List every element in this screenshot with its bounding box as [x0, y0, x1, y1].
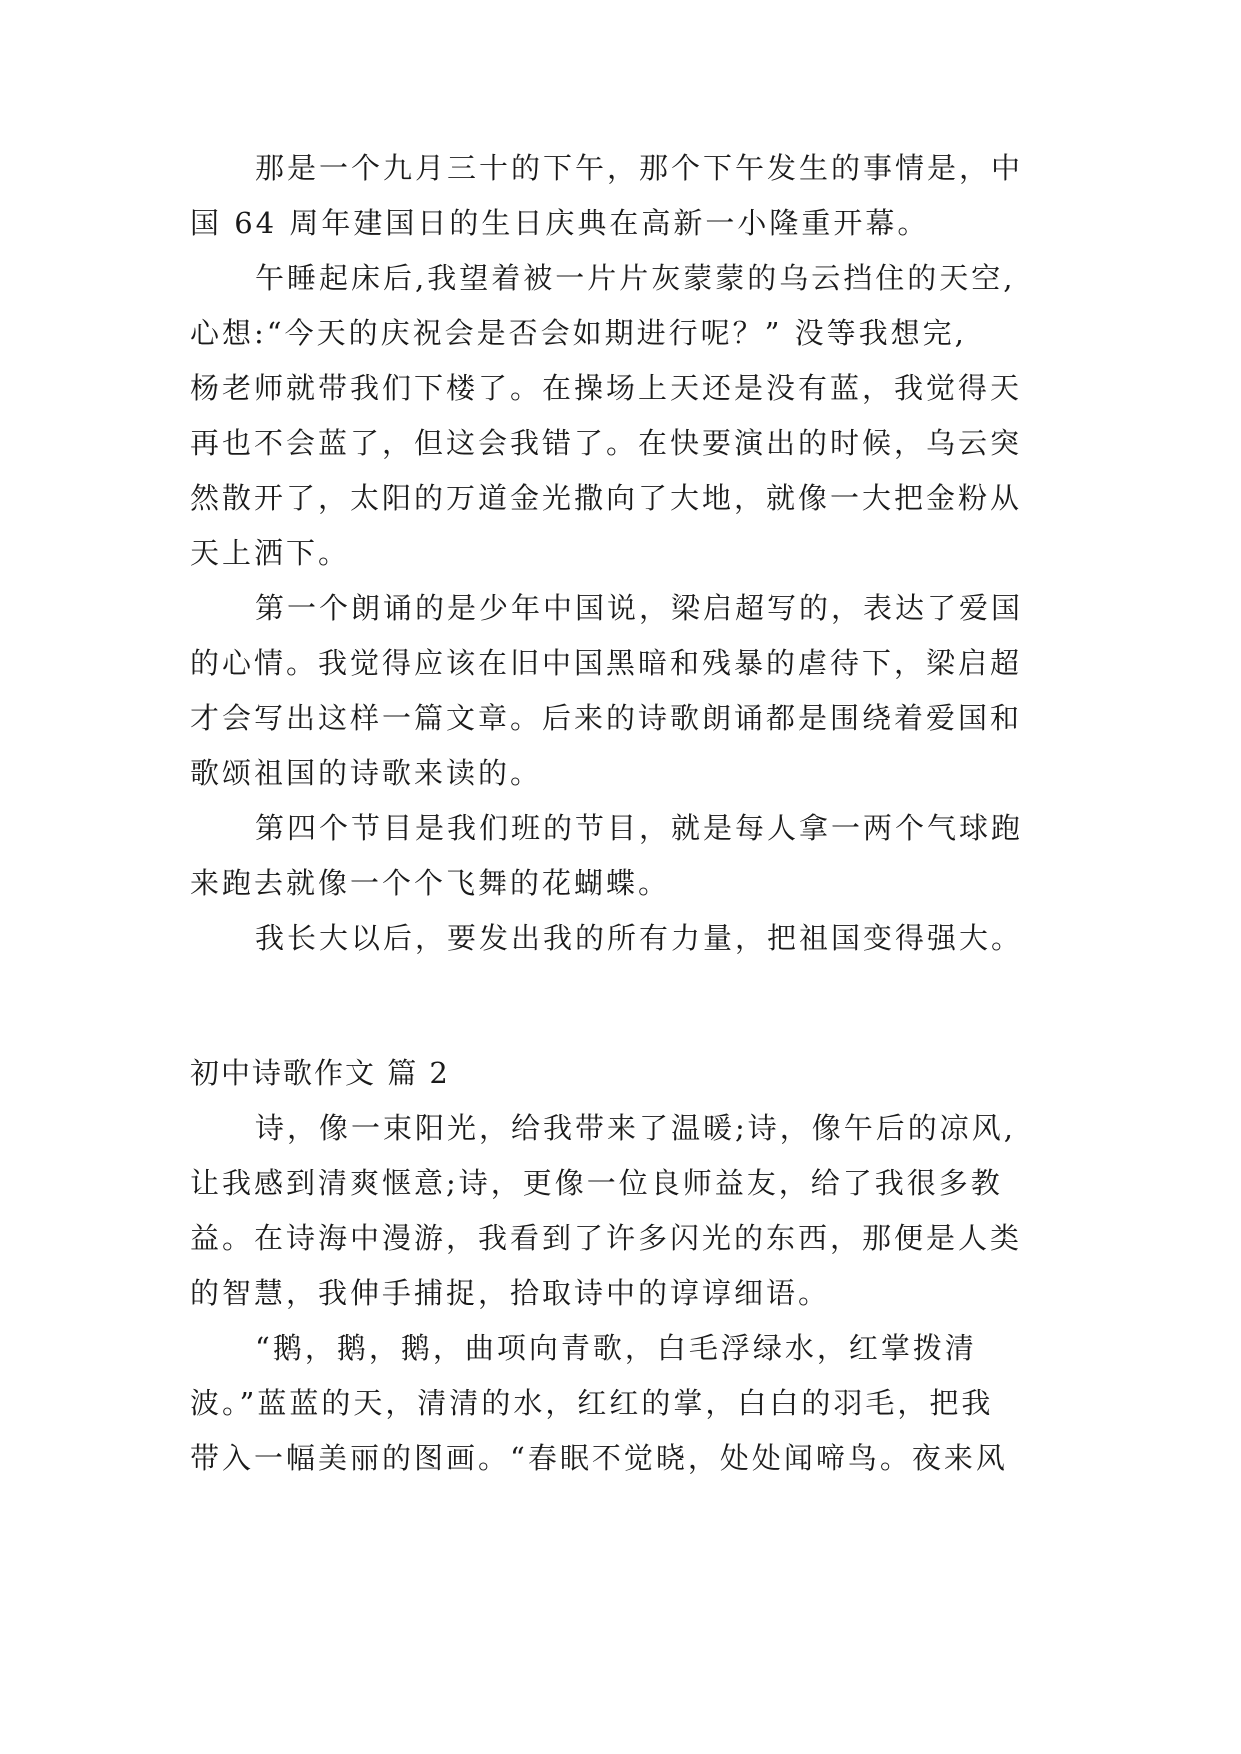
text-line: 益。在诗海中漫游，我看到了许多闪光的东西，那便是人类 [190, 1221, 1023, 1255]
text-line: 我长大以后，要发出我的所有力量，把祖国变得强大。 [255, 921, 1024, 955]
text-line: 再也不会蓝了，但这会我错了。在快要演出的时候，乌云突 [190, 426, 1023, 460]
text-line: 诗，像一束阳光，给我带来了温暖;诗，像午后的凉风, [255, 1111, 1016, 1145]
text-line: 来跑去就像一个个飞舞的花蝴蝶。 [190, 866, 671, 900]
text-line: 国 64 周年建国日的生日庆典在高新一小隆重开幕。 [190, 206, 930, 240]
text-line: 杨老师就带我们下楼了。在操场上天还是没有蓝，我觉得天 [190, 371, 1023, 405]
text-line: 然散开了，太阳的万道金光撒向了大地，就像一大把金粉从 [190, 481, 1023, 515]
text-line: 的智慧，我伸手捕捉，拾取诗中的谆谆细语。 [190, 1276, 831, 1310]
text-line: 第一个朗诵的是少年中国说，梁启超写的，表达了爱国 [255, 591, 1024, 625]
text-line: 那是一个九月三十的下午，那个下午发生的事情是，中 [255, 151, 1024, 185]
text-line: 第四个节目是我们班的节目，就是每人拿一两个气球跑 [255, 811, 1024, 845]
text-line: 的心情。我觉得应该在旧中国黑暗和残暴的虐待下，梁启超 [190, 646, 1023, 680]
text-line: 带入一幅美丽的图画。“春眠不觉晓，处处闻啼鸟。夜来风 [190, 1441, 1008, 1475]
text-line: “鹅，鹅，鹅，曲项向青歌，白毛浮绿水，红掌拨清 [255, 1331, 977, 1365]
text-line: 天上洒下。 [190, 536, 351, 570]
text-line: 让我感到清爽惬意;诗，更像一位良师益友，给了我很多教 [190, 1166, 1003, 1200]
text-line: 心想:“今天的庆祝会是否会如期进行呢？” 没等我想完, [190, 316, 967, 350]
text-line: 才会写出这样一篇文章。后来的诗歌朗诵都是围绕着爱国和 [190, 701, 1023, 735]
text-line: 波。”蓝蓝的天，清清的水，红红的掌，白白的羽毛，把我 [190, 1386, 994, 1420]
text-line: 午睡起床后,我望着被一片片灰蒙蒙的乌云挡住的天空, [255, 261, 1016, 295]
text-line: 歌颂祖国的诗歌来读的。 [190, 756, 543, 790]
section-heading: 初中诗歌作文 篇 2 [190, 1056, 450, 1090]
